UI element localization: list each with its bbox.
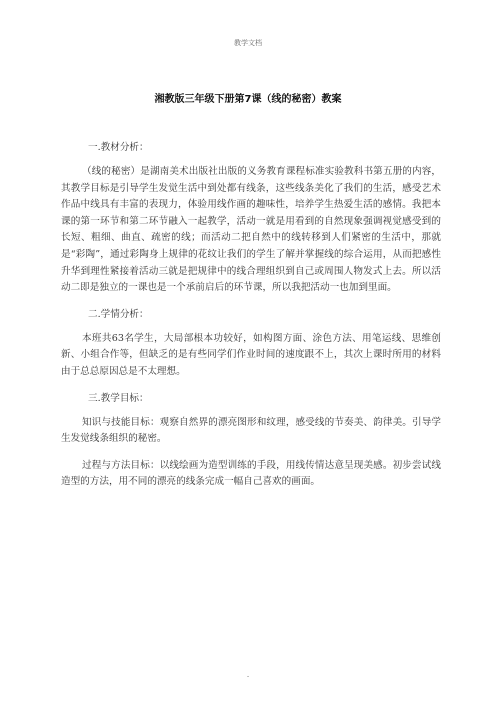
paragraph: 过程与方法目标：以线绘画为造型训练的手段，用线传情达意呈现美感。初步尝试线造型的方法，用不同的漂亮的线条完成一幅自己喜欢的画面。 <box>61 459 441 488</box>
section-teaching-material <box>61 140 441 297</box>
footer-mark: . <box>246 670 250 679</box>
section-student-analysis <box>61 307 441 381</box>
section-heading: 一.教材分析： <box>88 142 149 153</box>
paragraph: 本班共63名学生，大局部根本功较好，如构图方面、涂色方法、用笔运线、思维创新、小组合作等，但缺乏的是有些同学们作业时间的速度跟不上，其次上课时所用的材料由于总总原因总是不太理想。 <box>61 332 441 377</box>
header-note: 教学文档 <box>234 39 262 47</box>
document-body <box>61 140 441 501</box>
section-heading: 二.学情分析： <box>88 308 149 320</box>
paragraph: 知识与技能目标：观察自然界的漂亮图形和纹理，感受线的节奏美、韵律美。引导学生发觉线条组织的秘密。 <box>61 416 441 445</box>
document-title: 湘教版三年级下册第7课（线的秘密）教案 <box>154 94 342 105</box>
section-heading: 三.教学目标： <box>88 392 149 404</box>
section-teaching-goals <box>61 391 441 491</box>
paragraph: （线的秘密）是湖南美术出版社出版的义务教育课程标准实验教科书第五册的内容，其教学目标是引导学生发觉生活中到处都有线条，这些线条美化了我们的生活，感受艺术作品中线具有丰富的表现力，体验用线作画的趣味性，培养学生热爱生活的感情。我把本课的第一环节和第二环节融入一起教学，活动一就是用看到的自然现象强调视觉感受到的长短、粗细、曲直、疏密的线；而活动二把自然中的线转移到人们紧密的生活中，那就是“彩陶”，通过彩陶身上规律的花纹让我们的学生了解并掌握线的综合运用，从而把感性升华到理性紧接着活动三就是把规律中的线合理组织到自己或周围人物发式上去。所以活动二即是独立的一课也是一个承前启后的环节课，所以我把活动一也加到里面。 <box>61 166 441 294</box>
